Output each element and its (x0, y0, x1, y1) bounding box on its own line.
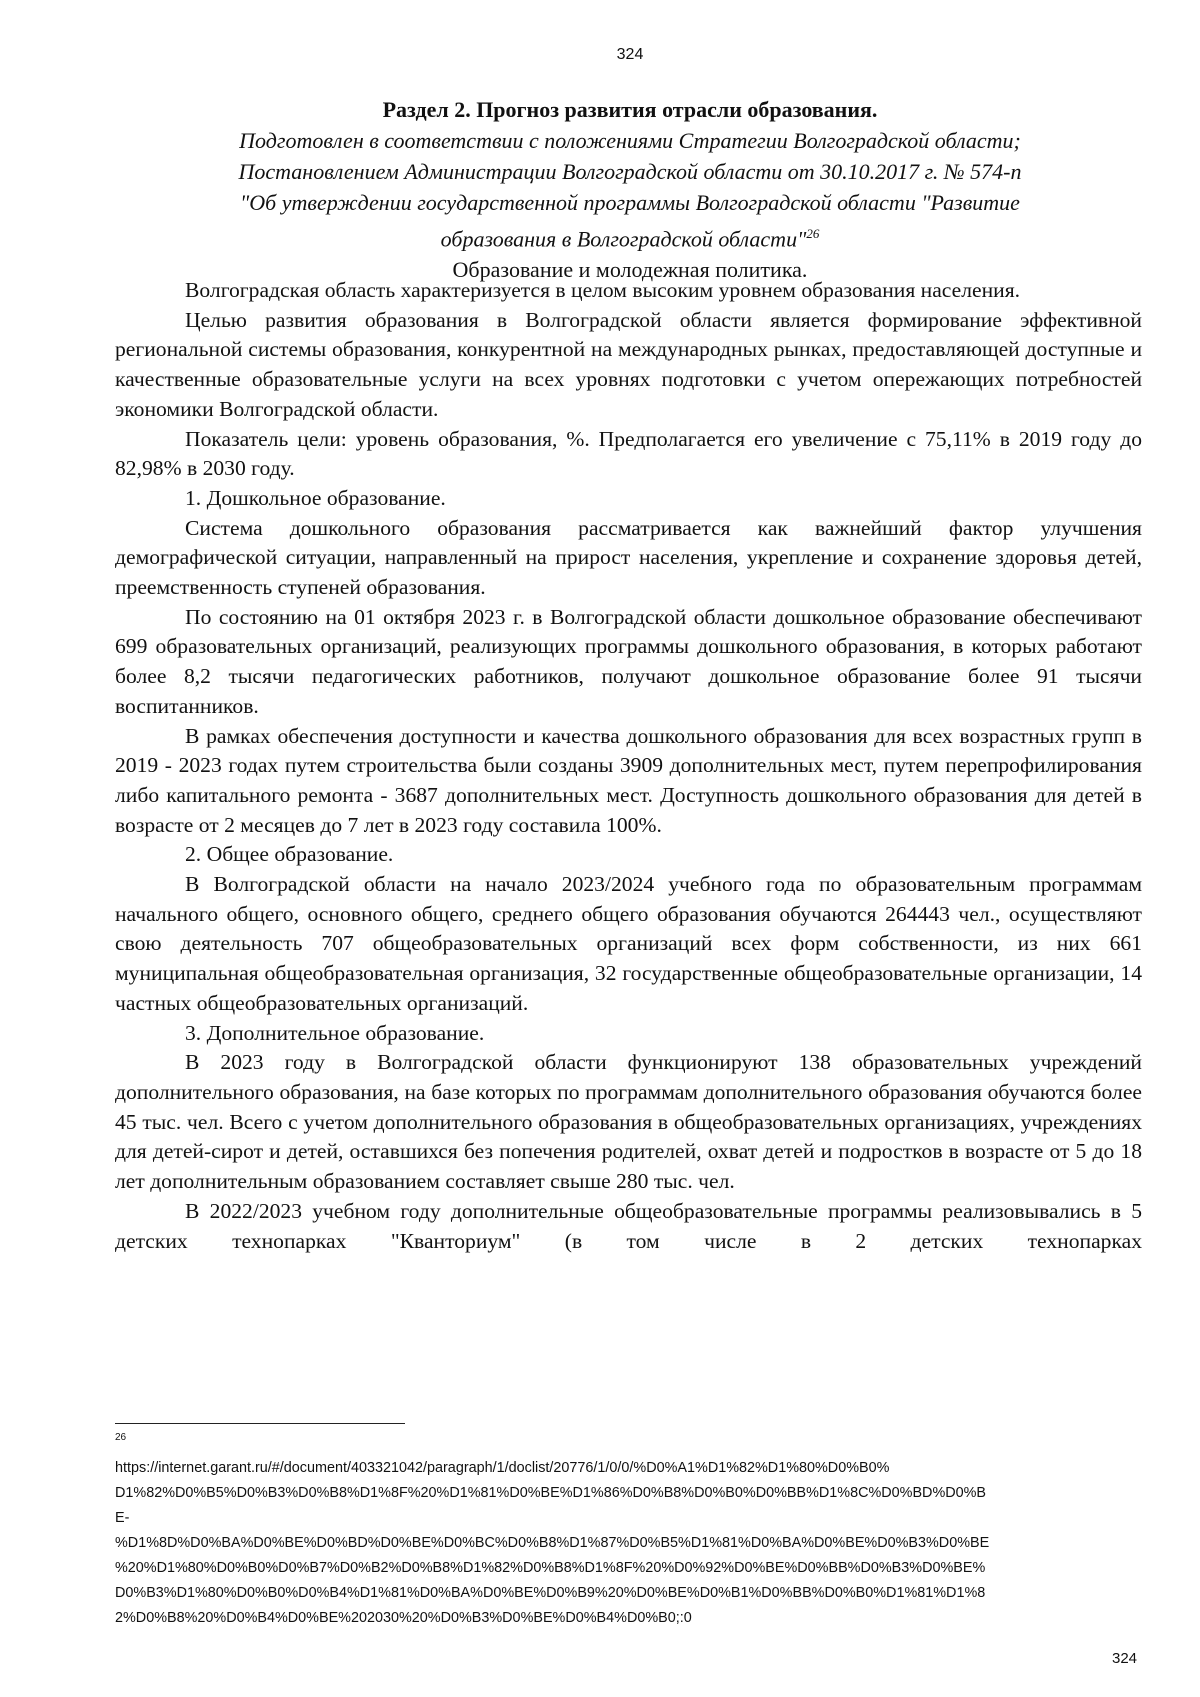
page-number-top: 324 (616, 46, 644, 63)
paragraph: Целью развития образования в Волгоградской области является формирование эффективной региональной системы образования, конкурентной на международных рынках, предоставляющей доступные и качественные образовательные услуги на всех уровнях подготовки с учетом опережающих потребностей экономики Волгоградской области. (115, 307, 1142, 421)
footnote-url-line: E- (115, 1510, 130, 1526)
section-title: Раздел 2. Прогноз развития отрасли образования. (382, 97, 878, 122)
paragraph: Система дошкольного образования рассматривается как важнейший фактор улучшения демографической ситуации, направленный на прирост населения, укрепление и сохранение здоровья детей, преемственность ступеней образования. (115, 515, 1142, 600)
footnote-url-line: %D1%8D%D0%BA%D0%BE%D0%BD%D0%BE%D0%BC%D0%B8%D1%87%D0%B5%D1%81%D0%BA%D0%BE%D0%B3%D0%BE (115, 1535, 990, 1551)
page-number-bottom: 324 (1112, 1650, 1138, 1667)
footnote-url-line: D1%82%D0%B5%D0%B3%D0%B8%D1%8F%20%D1%81%D0%BE%D1%86%D0%B8%D0%B0%D0%BB%D1%8C%D0%BD%D0%B (115, 1485, 987, 1501)
document-body (115, 276, 1142, 1256)
paragraph: В рамках обеспечения доступности и качества дошкольного образования для всех возрастных групп в 2019 - 2023 годах путем строительства были созданы 3909 дополнительных мест, путем перепрофилирования либо капитального ремонта - 3687 дополнительных мест. Доступность дошкольного образования для детей в возрасте от 2 месяцев до 7 лет в 2023 году составила 100%. (115, 723, 1142, 837)
subsection-heading-general: 2. Общее образование. (185, 842, 394, 867)
subtitle-line-last (150, 218, 1110, 254)
footnote-divider (115, 1423, 405, 1424)
paragraph: В 2022/2023 учебном году дополнительные общеобразовательные программы реализовывались в 5 детских технопарках "Кванториум" (в том числе в 2 детских технопарках (115, 1198, 1142, 1253)
paragraph: Показатель цели: уровень образования, %. Предполагается его увеличение с 75,11% в 2019 году до 82,98% в 2030 году. (115, 426, 1142, 481)
subtitle-line: образования в Волгоградской области" (440, 226, 807, 252)
section-heading: Образование и молодежная политика. (452, 257, 808, 283)
subsection-heading-preschool: 1. Дошкольное образование. (185, 485, 446, 510)
paragraph: Волгоградская область характеризуется в целом высоким уровнем образования населения. (185, 278, 1021, 302)
paragraph: В Волгоградской области на начало 2023/2024 учебного года по образовательным программам начального общего, основного общего, среднего общего образования обучаются 264443 чел., осуществляют свою деятельность 707 общеобразовательных организаций всех форм собственности, из них 661 муниципальная общеобразовательная организация, 32 государственные общеобразовательные организации, 14 частных общеобразовательных организаций. (115, 872, 1142, 1015)
subsection-heading-additional: 3. Дополнительное образование. (185, 1020, 485, 1045)
paragraph: По состоянию на 01 октября 2023 г. в Волгоградской области дошкольное образование обеспечивают 699 образовательных организаций, реализующих программы дошкольного образования, в которых работают более 8,2 тысячи педагогических работников, получают дошкольное образование более 91 тысячи воспитанников. (115, 604, 1142, 718)
footnote-url-line: https://internet.garant.ru/#/document/403321042/paragraph/1/doclist/20776/1/0/0/%D0%A1%D1%82%D1%80%D0%B0% (115, 1460, 890, 1476)
paragraph: В 2023 году в Волгоградской области функционируют 138 образовательных учреждений дополнительного образования, на базе которых по программам дополнительного образования обучаются более 45 тыс. чел. Всего с учетом дополнительного образования в общеобразовательных организациях, учреждениях для детей-сирот и детей, оставшихся без попечения родителей, охват детей и подростков в возрасте от 5 до 18 лет дополнительным образованием составляет свыше 280 тыс. чел. (115, 1050, 1142, 1194)
footnote-url[interactable] (115, 1456, 1145, 1631)
subtitle-line: "Об утверждении государственной программы Волгоградской области "Развитие (240, 190, 1020, 215)
footnote-url-line: %20%D1%80%D0%B0%D0%B7%D0%B2%D0%B8%D1%82%D0%B8%D1%8F%20%D0%92%D0%BE%D0%BB%D0%B3%D0%BE% (115, 1560, 986, 1576)
subtitle-line: Подготовлен в соответствии с положениями Стратегии Волгоградской области; (239, 128, 1021, 153)
footnote-number: 26 (115, 1432, 127, 1443)
document-header (150, 94, 1110, 285)
footnote-reference[interactable]: 26 (806, 226, 820, 241)
footnote-url-line: D0%B3%D1%80%D0%B0%D0%B4%D1%81%D0%BA%D0%BE%D0%B9%20%D0%BE%D0%B1%D0%BB%D0%B0%D1%81%D1%8 (115, 1585, 986, 1601)
footnote-url-line: 2%D0%B8%20%D0%B4%D0%BE%202030%20%D0%B3%D0%BE%D0%B4%D0%B0;:0 (115, 1610, 692, 1626)
subtitle-line: Постановлением Администрации Волгоградской области от 30.10.2017 г. № 574-п (238, 159, 1022, 184)
